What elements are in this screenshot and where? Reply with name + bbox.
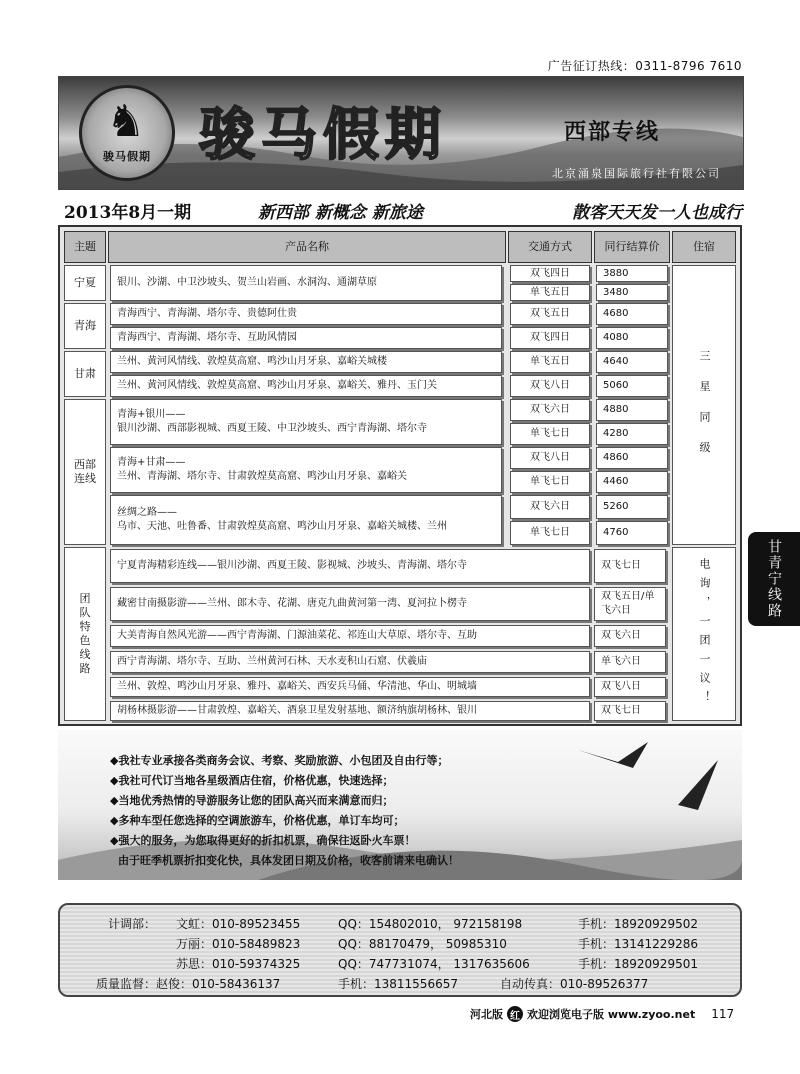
transport-cell: 双飞八日 — [510, 447, 590, 469]
price-cell: 4760 — [596, 521, 668, 545]
transport-cell: 双飞八日 — [510, 375, 590, 397]
contact-qq: QQ：88170479， 50985310 — [338, 937, 507, 951]
fax: 自动传真：010-89526377 — [500, 977, 649, 991]
price-cell: 5260 — [596, 495, 668, 519]
company-name: 北京涌泉国际旅行社有限公司 — [552, 167, 721, 180]
header-price: 同行结算价 — [594, 231, 670, 263]
product-row — [110, 447, 502, 493]
team-transport: 双飞八日 — [594, 677, 666, 697]
header-lodging: 住宿 — [672, 231, 736, 263]
price-cell: 4080 — [596, 327, 668, 349]
team-transport: 双飞七日 — [594, 549, 666, 583]
transport-cell: 单飞七日 — [510, 521, 590, 545]
bullet-item: ◆强大的服务，为您取得更好的折扣机票，确保往返卧火车票！ — [110, 834, 416, 847]
price-cell: 4640 — [596, 351, 668, 373]
team-transport: 单飞六日 — [594, 651, 666, 673]
topic-ningxia: 宁夏 — [64, 265, 106, 301]
topic-qinghai: 青海 — [64, 303, 106, 349]
team-row: 宁夏青海精彩连线——银川沙湖、西夏王陵、影视城、沙坡头、青海湖、塔尔寺 — [110, 549, 590, 583]
tour-table — [58, 225, 742, 726]
transport-cell: 单飞五日 — [510, 284, 590, 301]
team-transport: 双飞五日/单飞六日 — [594, 587, 666, 621]
contact-panel — [58, 903, 742, 997]
bullet-item: ◆我社专业承接各类商务会议、考察、奖励旅游、小包团及自由行等； — [110, 754, 449, 767]
product-row: 银川、沙湖、中卫沙坡头、贺兰山岩画、水洞沟、通湖草原 — [110, 265, 502, 301]
topic-xibu: 西部连线 — [64, 399, 106, 545]
contact-mobile: 手机：18920929501 — [578, 957, 698, 971]
team-row: 兰州、敦煌、鸣沙山月牙泉、雅丹、嘉峪关、西安兵马俑、华清池、华山、明城墙 — [110, 677, 590, 697]
route-title: 青海+银川—— — [117, 409, 186, 420]
team-price-cell: 电询，一团一议！ — [672, 547, 736, 721]
route-title: 丝绸之路—— — [117, 507, 177, 518]
price-cell: 4280 — [596, 423, 668, 445]
supervisor-mobile: 手机：13811556657 — [338, 977, 458, 991]
horse-icon: ♞ — [106, 96, 146, 147]
contact-mobile: 手机：13141229286 — [578, 937, 698, 951]
transport-cell: 单飞七日 — [510, 471, 590, 493]
bullet-item: ◆当地优秀热情的导游服务让您的团队高兴而来满意而归； — [110, 794, 394, 807]
route-title: 青海+甘肃—— — [117, 457, 186, 468]
product-row — [110, 399, 502, 445]
price-cell: 4460 — [596, 471, 668, 493]
side-tab[interactable] — [748, 532, 800, 626]
accommodation-cell: 三 星 同 级 — [672, 265, 736, 545]
price-cell: 4880 — [596, 399, 668, 421]
page-number: 117 — [711, 1007, 735, 1021]
bullet-note: 由于旺季机票折扣变化快，具体发团日期及价格，收客前请来电确认！ — [118, 854, 459, 867]
edition-label: 河北版 — [470, 1008, 503, 1021]
price-cell: 3480 — [596, 284, 668, 301]
page-footer — [470, 1006, 734, 1022]
team-row: 胡杨林摄影游——甘肃敦煌、嘉峪关、酒泉卫星发射基地、额济纳旗胡杨林、银川 — [110, 701, 590, 721]
service-notes — [58, 730, 742, 880]
contact-name: 万丽：010-58489823 — [176, 937, 301, 951]
product-row: 兰州、黄河风情线、敦煌莫高窟、鸣沙山月牙泉、嘉峪关城楼 — [110, 351, 502, 373]
tagline — [58, 194, 742, 222]
supervisor: 质量监督：赵俊：010-58436137 — [96, 977, 281, 991]
transport-cell: 双飞六日 — [510, 495, 590, 519]
team-transport: 双飞六日 — [594, 625, 666, 647]
header-banner — [58, 76, 744, 190]
transport-cell: 单飞七日 — [510, 423, 590, 445]
slogan: 新西部 新概念 新旅途 — [258, 203, 423, 223]
topic-gansu: 甘肃 — [64, 351, 106, 397]
product-row: 青海西宁、青海湖、塔尔寺、互助风情园 — [110, 327, 502, 349]
daily-departure: 散客天天发一人也成行 — [572, 203, 742, 223]
contact-qq: QQ：154802010， 972158198 — [338, 917, 523, 931]
plan-dept-label: 计调部： — [108, 917, 157, 931]
route-detail: 兰州、青海湖、塔尔寺、甘肃敦煌莫高窟、鸣沙山月牙泉、嘉峪关 — [117, 471, 407, 482]
team-row: 西宁青海湖、塔尔寺、互助、兰州黄河石林、天水麦积山石窟、伏羲庙 — [110, 651, 590, 673]
transport-cell: 双飞六日 — [510, 399, 590, 421]
line-name: 西部专线 — [564, 120, 661, 145]
ad-hotline: 广告征订热线：0311-8796 7610 — [547, 59, 742, 73]
topic-team: 团队特色线路 — [64, 547, 106, 721]
hongbao-icon: 红 — [507, 1006, 523, 1022]
horse-logo — [79, 85, 175, 181]
price-cell: 4680 — [596, 303, 668, 325]
transport-cell: 双飞四日 — [510, 265, 590, 282]
transport-cell: 双飞四日 — [510, 327, 590, 349]
header-transport: 交通方式 — [508, 231, 592, 263]
product-row: 青海西宁、青海湖、塔尔寺、贵德阿仕贵 — [110, 303, 502, 325]
contact-mobile: 手机：18920929502 — [578, 917, 698, 931]
team-row: 大美青海自然风光游——西宁青海湖、门源油菜花、祁连山大草原、塔尔寺、互助 — [110, 625, 590, 647]
contact-qq: QQ：747731074， 1317635606 — [338, 957, 530, 971]
contact-name: 苏思：010-59374325 — [176, 957, 301, 971]
price-cell: 4860 — [596, 447, 668, 469]
ebook-link[interactable]: 欢迎浏览电子版 www.zyoo.net — [527, 1008, 696, 1021]
brand-title: 骏马假期 — [199, 102, 447, 168]
logo-caption: 骏马假期 — [103, 150, 151, 163]
price-cell: 5060 — [596, 375, 668, 397]
bullet-item: ◆我社可代订当地各星级酒店住宿，价格优惠，快速选择； — [110, 774, 394, 787]
price-cell: 3880 — [596, 265, 668, 282]
product-row: 兰州、黄河风情线、敦煌莫高窟、鸣沙山月牙泉、嘉峪关、雅丹、玉门关 — [110, 375, 502, 397]
route-detail: 银川沙湖、西部影视城、西夏王陵、中卫沙坡头、西宁青海湖、塔尔寺 — [117, 423, 427, 434]
header-topic: 主题 — [64, 231, 106, 263]
header-product: 产品名称 — [108, 231, 506, 263]
transport-cell: 双飞五日 — [510, 303, 590, 325]
side-tab-label: 甘青宁线路 — [766, 539, 782, 619]
contact-name: 文虹：010-89523455 — [176, 917, 301, 931]
issue-label: 2013年8月一期 — [64, 203, 192, 223]
team-transport: 双飞七日 — [594, 701, 666, 721]
route-detail: 乌市、天池、吐鲁番、甘肃敦煌莫高窟、鸣沙山月牙泉、嘉峪关城楼、兰州 — [117, 521, 447, 532]
transport-cell: 单飞五日 — [510, 351, 590, 373]
team-row: 藏密甘南摄影游——兰州、郎木寺、花湖、唐克九曲黄河第一湾、夏河拉卜楞寺 — [110, 587, 590, 621]
bullet-item: ◆多种车型任您选择的空调旅游车，价格优惠，单订车均可； — [110, 814, 405, 827]
product-row — [110, 495, 502, 545]
